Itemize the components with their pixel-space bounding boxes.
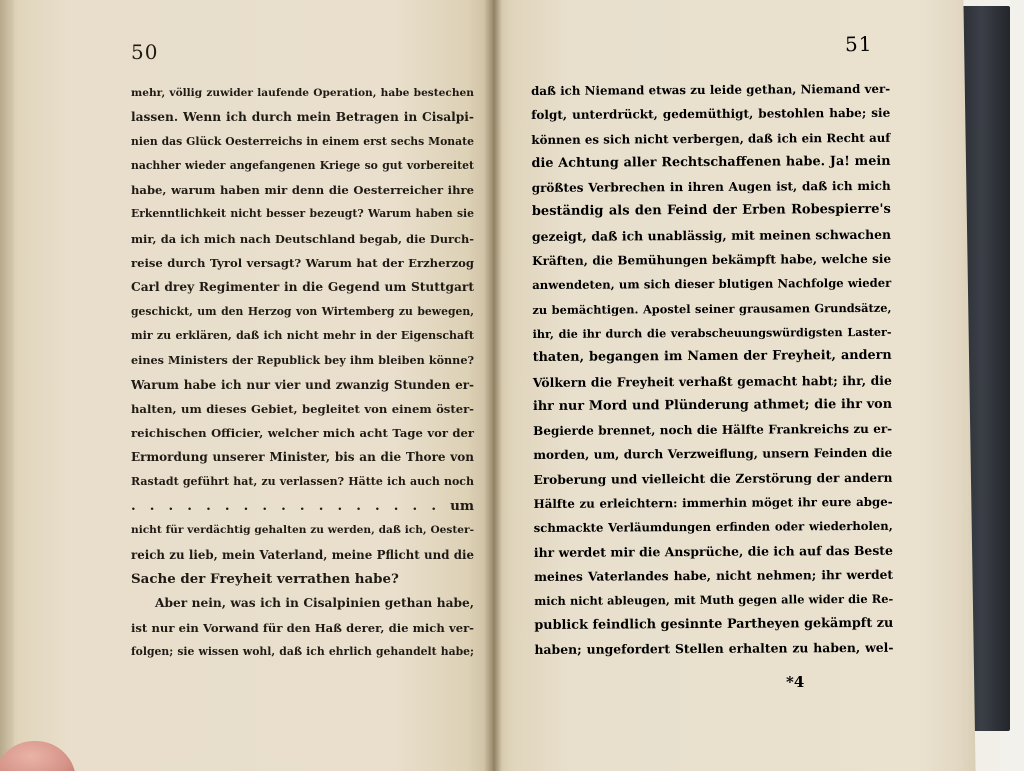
- text-line: morden, um, durch Verzweiflung, unsern Feinden die: [533, 446, 893, 463]
- text-line: publick feindlich gesinnte Partheyen gekämpft zu: [534, 615, 894, 633]
- text-line: beständig als den Feind der Erben Robespierre's: [531, 202, 891, 220]
- text-line: nachher wieder angefangenen Kriege so gut vorbereitet: [131, 158, 474, 172]
- text-line: geschickt, um den Herzog von Wirtemberg zu bewegen,: [131, 304, 474, 318]
- text-line: lassen. Wenn ich durch mein Betragen in Cisalpi-: [131, 110, 474, 125]
- text-line: mehr, völlig zuwider laufende Operation, habe bestechen: [131, 87, 474, 99]
- left-page-text: [131, 81, 474, 664]
- text-line: meines Vaterlandes habe, nicht nehmen; ihr werdet: [533, 567, 894, 584]
- text-line: Völkern die Freyheit verhaßt gemacht habt; ihr, die: [532, 372, 892, 390]
- text-line: anwendeten, um sich dieser blutigen Nachfolge wieder: [532, 276, 892, 293]
- text-line: gezeigt, daß ich unablässig, mit meinen schwachen: [531, 226, 891, 244]
- text-line: ihr werdet mir die Ansprüche, die ich auf das Beste: [533, 542, 893, 560]
- text-line: . . . . . . . . . . . . . . . . . um: [131, 498, 474, 515]
- text-line: Rastadt geführt hat, zu verlassen? Hätte ich auch noch: [131, 474, 474, 488]
- text-line: folgt, unterdrückt, gedemüthigt, bestohlen habe; sie: [531, 106, 891, 123]
- text-line: ihr, die ihr durch die verabscheuungswürdigsten Laster-: [532, 324, 892, 341]
- text-line: eines Ministers der Republick bey ihm bleiben könne?: [131, 353, 474, 368]
- text-line: mich nicht ableugen, mit Muth gegen alle wider die Re-: [534, 592, 894, 609]
- text-line: Kräften, die Bemühungen bekämpft habe, welche sie: [532, 251, 892, 269]
- book-gutter: [484, 0, 502, 771]
- text-line: nicht für verdächtig gehalten zu werden, daß ich, Oester-: [131, 524, 474, 537]
- text-line: Warum habe ich nur vier und zwanzig Stunden er-: [131, 377, 474, 392]
- text-line: reichischen Officier, welcher mich acht Tage vor der: [131, 426, 474, 441]
- page-number-right: 51: [844, 31, 873, 57]
- text-line: die Achtung aller Rechtschaffenen habe. Ja! mein: [531, 153, 891, 171]
- text-line: Aber nein, was ich in Cisalpinien gethan habe,: [155, 596, 474, 611]
- text-line: Erkenntlichkeit nicht besser bezeugt? Warum haben sie: [131, 207, 474, 221]
- text-line: Carl drey Regimenter in die Gegend um Stuttgart: [131, 280, 474, 295]
- left-page: [0, 0, 492, 771]
- right-page-text: [531, 77, 894, 662]
- text-line: Sache der Freyheit verrathen habe?: [131, 570, 399, 587]
- text-line: ihr nur Mord und Plünderung athmet; die ihr von: [532, 396, 893, 414]
- text-line: haben; ungefordert Stellen erhalten zu haben, wel-: [534, 639, 894, 657]
- text-line: größtes Verbrechen in ihren Augen ist, daß ich mich: [531, 178, 891, 196]
- text-line: können es sich nicht verbergen, daß ich ein Recht auf: [531, 130, 891, 147]
- text-line: zu bemächtigen. Apostel seiner grausamen Grundsätze,: [532, 300, 892, 317]
- text-line: halten, um dieses Gebiet, begleitet von einem öster-: [131, 401, 474, 416]
- text-line: mir zu erklären, daß ich nicht mehr in der Eigenschaft: [131, 328, 474, 342]
- text-line: mir, da ich mich nach Deutschland begab, die Durch-: [131, 231, 474, 246]
- page-number-left: 50: [131, 40, 159, 64]
- text-line: folgen; sie wissen wohl, daß ich ehrlich gehandelt habe;: [131, 644, 474, 658]
- text-line: thaten, begangen im Namen der Freyheit, andern: [532, 348, 892, 366]
- text-line: reise durch Tyrol versagt? Warum hat der Erzherzog: [131, 256, 474, 271]
- page-edges: [0, 0, 14, 771]
- text-line: habe, warum haben mir denn die Oesterreicher ihre: [131, 183, 474, 198]
- text-line: nien das Glück Oesterreichs in einem erst sechs Monate: [131, 134, 474, 148]
- text-line: daß ich Niemand etwas zu leide gethan, Niemand ver-: [531, 81, 891, 98]
- text-line: Eroberung und vielleicht die Zerstörung der andern: [533, 470, 893, 487]
- text-line: Hälfte zu erleichtern: immerhin möget ihr eure abge-: [533, 494, 893, 512]
- text-line: Ermordung unserer Minister, bis an die Thore von: [131, 450, 474, 465]
- text-line: ist nur ein Vorwand für den Haß derer, die mich ver-: [131, 620, 474, 635]
- text-line: schmackte Verläumdungen erfinden oder wiederholen,: [533, 519, 893, 536]
- text-line: reich zu lieb, mein Vaterland, meine Pflicht und die: [131, 547, 474, 562]
- text-line: Begierde brennet, noch die Hälfte Frankreichs zu er-: [533, 421, 893, 439]
- signature-mark: *4: [786, 673, 805, 691]
